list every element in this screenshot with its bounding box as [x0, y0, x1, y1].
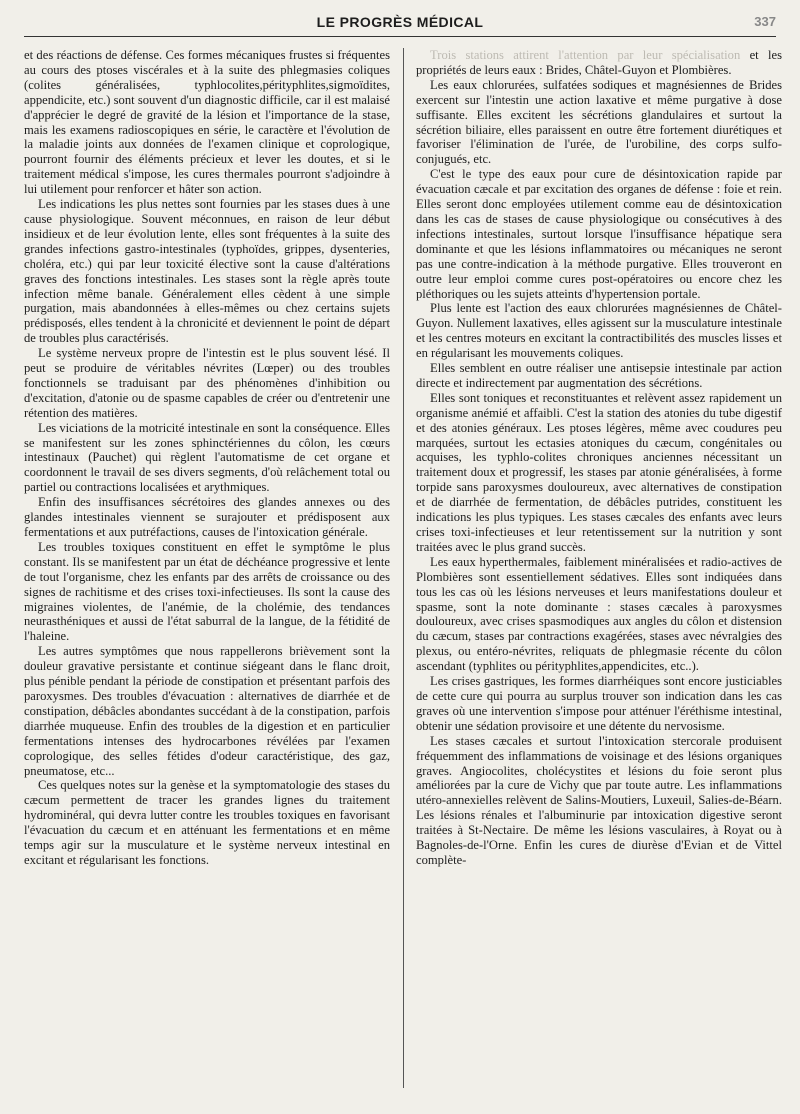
right-column: [416, 48, 782, 868]
paragraph: Ces quelques notes sur la genèse et la symptomatologie des stases du cæcum permettent de tracer les grandes lignes du traitement hydrominéral, qui devra lutter contre les troubles toxiques en favorisant l'évacuation du cæcum et en atténuant les fermentations et en même temps agir sur la musculature et le système nerveux intestinal en excitant et régularisant les fonctions.: [24, 778, 390, 867]
paragraph: [416, 48, 782, 78]
paragraph: Les eaux hyperthermales, faiblement minéralisées et radio-actives de Plombières sont essentiellement sédatives. Elles sont indiquées dans tous les cas où les lésions nerveuses et leurs manifestations douleur et spasme, sont la note dominante : stases cæcales à paroxysmes douloureux, avec crises spasmodiques aux angles du côlon et distension du cæcum, stases par contractions exagérées, stases avec névralgies des plexus, ou entéro-névrites, reliquats de phlegmasie récente du côlon ascendant (typhlites ou pérityphlites,appendicites, etc..).: [416, 554, 782, 674]
left-column: [24, 48, 390, 868]
paragraph: Les crises gastriques, les formes diarrhéiques sont encore justiciables de cette cure qui pourra au surplus trouver son indication dans les cas graves où une intervention s'impose pour atténuer l'éréthisme intestinal, obtenir une sédation provisoire et une détente du nervosisme.: [416, 674, 782, 733]
paragraph: Les troubles toxiques constituent en effet le symptôme le plus constant. Ils se manifestent par un état de déchéance progressive et lente de tout l'organisme, chez les enfants par des arrêts de croissance ou des signes de rachitisme et des crises toxi-infectieuses. Ils sont la cause des migraines violentes, de l'anémie, de la cholémie, des tendances neurasthéniques et aussi de l'état saburral de la langue, de la fétidité de l'haleine.: [24, 539, 390, 644]
paragraph: et des réactions de défense. Ces formes mécaniques frustes si fréquentes au cours des ptoses viscérales et à la suite des phlegmasies coliques (colites généralisées, typhlocolites,pérityphlites,sigmoïdites, appendicite, etc.) sont souvent d'un diagnostic difficile, car il est malaisé d'apprécier le degré de gravité de la lésion et l'importance de la stase, mais les examens radioscopiques en série, le caractère et l'évolution de la maladie joints aux données de l'examen clinique et coprologique, pourront fournir des éléments précieux et lever les doutes, et si le traitement médical s'impose, les cures thermales pourront s'adjoindre à lui utilement pour renforcer et hâter son action.: [24, 48, 390, 197]
paragraph: Les viciations de la motricité intestinale en sont la conséquence. Elles se manifestent sur les zones sphinctériennes du côlon, les cœurs intestinaux (Pauchet) qui règlent l'automatisme de cet organe et coordonnent le travail de ses divers segments, d'où relâchement total ou partiel ou contractions localisées et arythmiques.: [24, 420, 390, 495]
page-number: 337: [754, 14, 776, 29]
paragraph: C'est le type des eaux pour cure de désintoxication rapide par évacuation cæcale et par excitation des organes de défense : foie et rein. Elles seront donc employées utilement comme eau de désintoxication dans les cas de stases de cause physiologique ou consécutives à des infections intestinales, surtout lorsque l'insuffisance hépatique sera dominante et que les lésions inflammatoires ou mécaniques ne seront pas une contre-indication à la méthode purgative. Elles trouveront en outre leur emploi comme cures post-opératoires ou encore chez les pléthoriques ou les sujets atteints d'hypertension portale.: [416, 167, 782, 301]
paragraph: Plus lente est l'action des eaux chlorurées magnésiennes de Châtel-Guyon. Nullement laxatives, elles agissent sur la musculature intestinale et les centres moteurs en excitant la contractibilités des muscles lisses et en régularisant les mouvements coliques.: [416, 301, 782, 361]
paragraph: Les autres symptômes que nous rappellerons brièvement sont la douleur gravative persistante et continue siégeant dans le flanc droit, plus pénible pendant la période de constipation et présentant parfois des paroxysmes. Des troubles d'évacuation : alternatives de diarrhée et de constipation, débâcles abondantes succédant à de la constipation, parfois diarrhée muqueuse. Enfin des troubles de la digestion et en particulier fermentations intenses des hydrocarbones révélées par l'examen coprologique, des selles fétides d'odeur caractéristique, des gaz, pneumatose, etc...: [24, 644, 390, 778]
header-rule: [24, 36, 776, 37]
paragraph-text: et les propriétés de leurs eaux : Brides, Châtel-Guyon et Plombières.: [416, 48, 782, 77]
page-header: [24, 8, 776, 34]
paragraph: Les stases cæcales et surtout l'intoxication stercorale produisent fréquemment des inflammations de voisinage et des lésions organiques graves. Angiocolites, cholécystites et lésions du foie seront plus améliorées par la cure de Vichy que par toute autre. Les inflammations utéro-annexielles relèvent de Salins-Moutiers, Luxeuil, Salies-de-Béarn. Les lésions rénales et l'albuminurie par intoxication digestive seront traitées à St-Nectaire. De même les lésions vasculaires, à Royat ou à Bagnoles-de-l'Orne. Enfin les cures de diurèse d'Evian et de Vittel complète-: [416, 733, 782, 867]
paragraph: Enfin des insuffisances sécrétoires des glandes annexes ou des glandes intestinales viennent se surajouter et prédisposent aux fermentations et aux putréfactions, causes de l'intoxication générale.: [24, 495, 390, 539]
paragraph: Elles semblent en outre réaliser une antisepsie intestinale par action directe et indirectement par augmentation des sécrétions.: [416, 361, 782, 390]
paragraph: Les eaux chlorurées, sulfatées sodiques et magnésiennes de Brides exercent sur l'intestin une action laxative et même purgative à dose suffisante. Elles excitent les sécrétions glandulaires et surtout la sécrétion biliaire, elles paraissent en outre être fortement diurétiques et favoriser l'élimination de l'urée, de l'urobiline, des corps sulfo-conjugués, etc.: [416, 77, 782, 167]
paragraph: Le système nerveux propre de l'intestin est le plus souvent lésé. Il peut se produire de véritables névrites (Lœper) ou des troubles fonctionnels se traduisant par des phénomènes d'inhibition ou d'excitation, d'atonie ou de spasme capables de créer ou d'entretenir une rétention des matières.: [24, 346, 390, 420]
column-divider: [403, 48, 404, 1088]
paragraph: Elles sont toniques et reconstituantes et relèvent assez rapidement un organisme anémié et affaibli. C'est la station des atonies du tube digestif et des atonies généraux. Les ptoses légères, même avec coudures peu marquées, surtout les ectasies atoniques du cæcum, congénitales ou acquises, les typhlo-colites chroniques anciennes nécessitant un traitement doux et progressif, les stases par atonie généralisées, à forme torpide sans paroxysmes douloureux, avec alternatives de constipation et de diarrhée de fermentation, de débâcles putrides, constituent les indications les plus typiques. Les stases cæcales des enfants avec leurs crises toxi-infectieuses et leur retentissement sur la nutrition y sont traitées avec le plus grand succès.: [416, 390, 782, 554]
paragraph: Les indications les plus nettes sont fournies par les stases dues à une cause physiologique. Souvent méconnues, en raison de leur début insidieux et de leur évolution lente, elles sont fréquentes à la suite des grandes infections gastro-intestinales (typhoïdes, grippes, dysenteries, choléra, etc.) qui par leur toxicité élective sont la cause d'altérations graves des fonctions intestinales. Les stases sont la règle après toute infection même banale. Généralement elles cèdent à une simple purgation, mais abandonnées à elles-mêmes ou chez certains sujets prédisposés, elles tendent à la chronicité et deviennent le point de départ de troubles plus caractérisés.: [24, 197, 390, 346]
faint-text: Trois stations attirent l'attention par leur spécialisation: [430, 48, 741, 62]
journal-title: LE PROGRÈS MÉDICAL: [316, 14, 484, 30]
